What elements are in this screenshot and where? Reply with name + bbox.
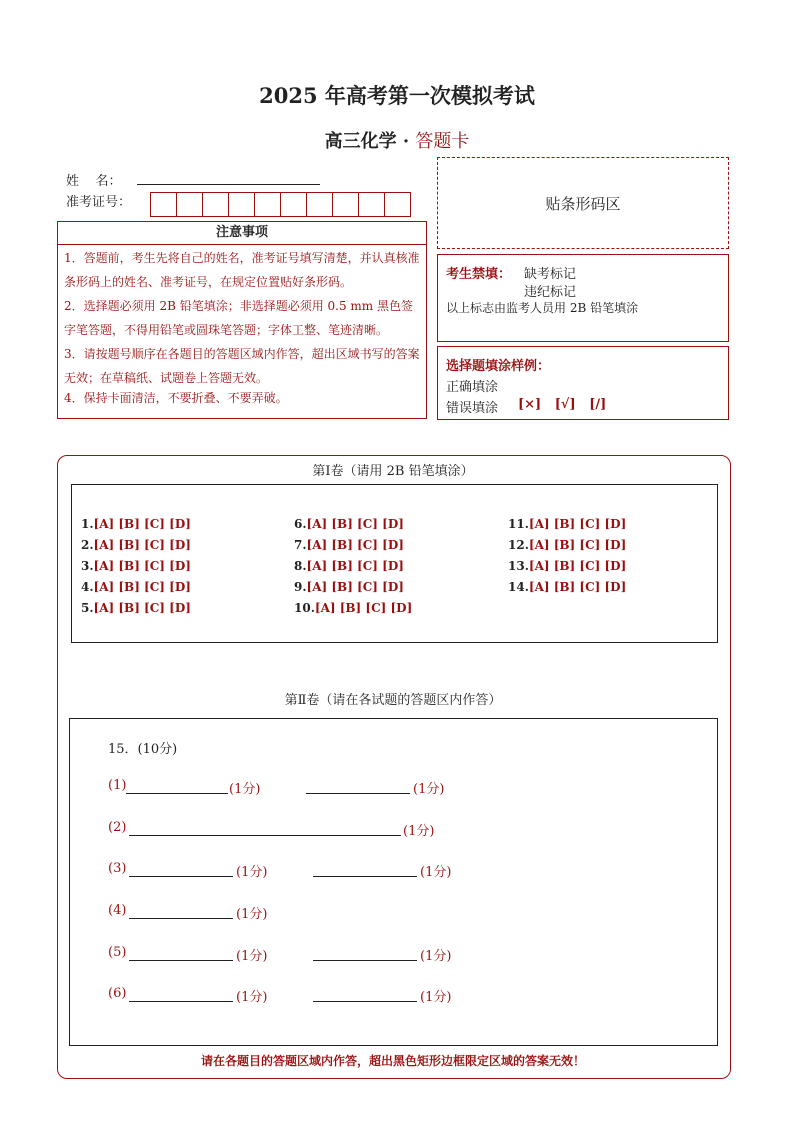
exam-id-box[interactable] [228, 192, 255, 217]
points-2: (1分) [403, 824, 435, 839]
correct-fill-label: 正确填涂 [446, 380, 499, 395]
subtitle-dot: · [402, 131, 410, 152]
exam-id-box[interactable] [332, 192, 359, 217]
sample-box [437, 346, 729, 420]
card-label: 答题卡 [415, 131, 470, 152]
answer-line-1a[interactable] [126, 793, 228, 794]
answer-line-4[interactable] [129, 918, 233, 919]
answer-line-3a[interactable] [129, 876, 233, 877]
points-3b: (1分) [420, 865, 452, 880]
note-item: 4．保持卡面清洁，不要折叠、不要弄破。 [64, 391, 288, 405]
mcq-question-5[interactable]: 5.[A] [B] [C] [D] [81, 601, 191, 615]
exam-id-label: 准考证号： [66, 195, 132, 210]
exam-id-box[interactable] [150, 192, 177, 217]
exam-id-box[interactable] [306, 192, 333, 217]
note-item: 2．选择题必须用 2B 铅笔填涂；非选择题必须用 0.5 mm 黑色签字笔答题，不得用铅笔或圆珠笔答题；字体工整、笔迹清晰。 [64, 299, 414, 337]
mcq-question-13[interactable]: 13.[A] [B] [C] [D] [508, 559, 627, 573]
page-title: 2025 年高考第一次模拟考试 [259, 83, 535, 108]
points-1b: (1分) [413, 782, 445, 797]
mcq-question-1[interactable]: 1.[A] [B] [C] [D] [81, 517, 191, 531]
forbid-label: 考生禁填： [446, 267, 512, 282]
mcq-question-10[interactable]: 10.[A] [B] [C] [D] [294, 601, 413, 615]
wrong-fill-label: 错误填涂 [446, 401, 499, 416]
sub-label-4: (4) [108, 903, 127, 918]
name-input-line[interactable] [137, 184, 320, 185]
answer-line-5a[interactable] [129, 960, 233, 961]
note-item: 1．答题前，考生先将自己的姓名，准考证号填写清楚，并认真核准条形码上的姓名、准考证号，在规定位置贴好条形码。 [64, 251, 420, 289]
mcq-box [71, 484, 718, 643]
forbid-box [437, 254, 729, 342]
points-3a: (1分) [236, 865, 268, 880]
forbid-note: 以上标志由监考人员用 2B 铅笔填涂 [446, 301, 639, 315]
sample-title: 选择题填涂样例： [446, 359, 551, 374]
page-subtitle [0, 127, 794, 153]
exam-id-box[interactable] [176, 192, 203, 217]
points-5a: (1分) [236, 949, 268, 964]
mcq-question-8[interactable]: 8.[A] [B] [C] [D] [294, 559, 404, 573]
mcq-question-9[interactable]: 9.[A] [B] [C] [D] [294, 580, 404, 594]
answer-line-1b[interactable] [306, 793, 410, 794]
mcq-question-3[interactable]: 3.[A] [B] [C] [D] [81, 559, 191, 573]
mcq-question-14[interactable]: 14.[A] [B] [C] [D] [508, 580, 627, 594]
sub-label-5: (5) [108, 945, 127, 960]
answer-line-2[interactable] [129, 835, 401, 836]
section1-heading: 第Ⅰ卷（请用 2B 铅笔填涂） [312, 464, 474, 479]
mcq-question-4[interactable]: 4.[A] [B] [C] [D] [81, 580, 191, 594]
wrong-fill-marks: [×] [√] [/] [518, 397, 607, 412]
mcq-question-11[interactable]: 11.[A] [B] [C] [D] [508, 517, 627, 531]
exam-id-box[interactable] [202, 192, 229, 217]
sub-label-3: (3) [108, 861, 127, 876]
sub-label-1: (1) [108, 778, 127, 793]
points-5b: (1分) [420, 949, 452, 964]
barcode-label: 贴条形码区 [545, 194, 621, 213]
answer-box-q15 [69, 718, 718, 1046]
notes-box [57, 244, 427, 419]
notes-heading: 注意事项 [57, 221, 427, 245]
footer-warning: 请在各题目的答题区域内作答，超出黑色矩形边框限定区域的答案无效！ [200, 1054, 585, 1068]
subject-name: 高三化学 [324, 131, 397, 152]
points-4: (1分) [236, 907, 268, 922]
answer-line-5b[interactable] [313, 960, 417, 961]
absent-mark[interactable]: 缺考标记 [524, 267, 577, 282]
answer-line-6b[interactable] [313, 1001, 417, 1002]
section2-heading: 第Ⅱ卷（请在各试题的答题区内作答） [284, 693, 502, 708]
mcq-question-7[interactable]: 7.[A] [B] [C] [D] [294, 538, 404, 552]
answer-line-6a[interactable] [129, 1001, 233, 1002]
answer-line-3b[interactable] [313, 876, 417, 877]
barcode-area [437, 157, 729, 249]
points-6a: (1分) [236, 990, 268, 1005]
name-label: 姓 名： [66, 174, 122, 189]
violation-mark[interactable]: 违纪标记 [524, 285, 577, 300]
points-1a: (1分) [229, 782, 261, 797]
sub-label-2: (2) [108, 820, 127, 835]
mcq-question-2[interactable]: 2.[A] [B] [C] [D] [81, 538, 191, 552]
exam-id-box[interactable] [358, 192, 385, 217]
sub-label-6: (6) [108, 986, 127, 1001]
points-6b: (1分) [420, 990, 452, 1005]
q15-label: 15．(10分) [108, 742, 178, 757]
exam-id-box[interactable] [280, 192, 307, 217]
exam-id-box[interactable] [254, 192, 281, 217]
exam-id-boxes[interactable] [151, 192, 411, 217]
mcq-question-6[interactable]: 6.[A] [B] [C] [D] [294, 517, 404, 531]
mcq-question-12[interactable]: 12.[A] [B] [C] [D] [508, 538, 627, 552]
exam-id-box[interactable] [384, 192, 411, 217]
note-item: 3．请按题号顺序在各题目的答题区域内作答，超出区域书写的答案无效；在草稿纸、试题卷上答题无效。 [64, 347, 420, 385]
